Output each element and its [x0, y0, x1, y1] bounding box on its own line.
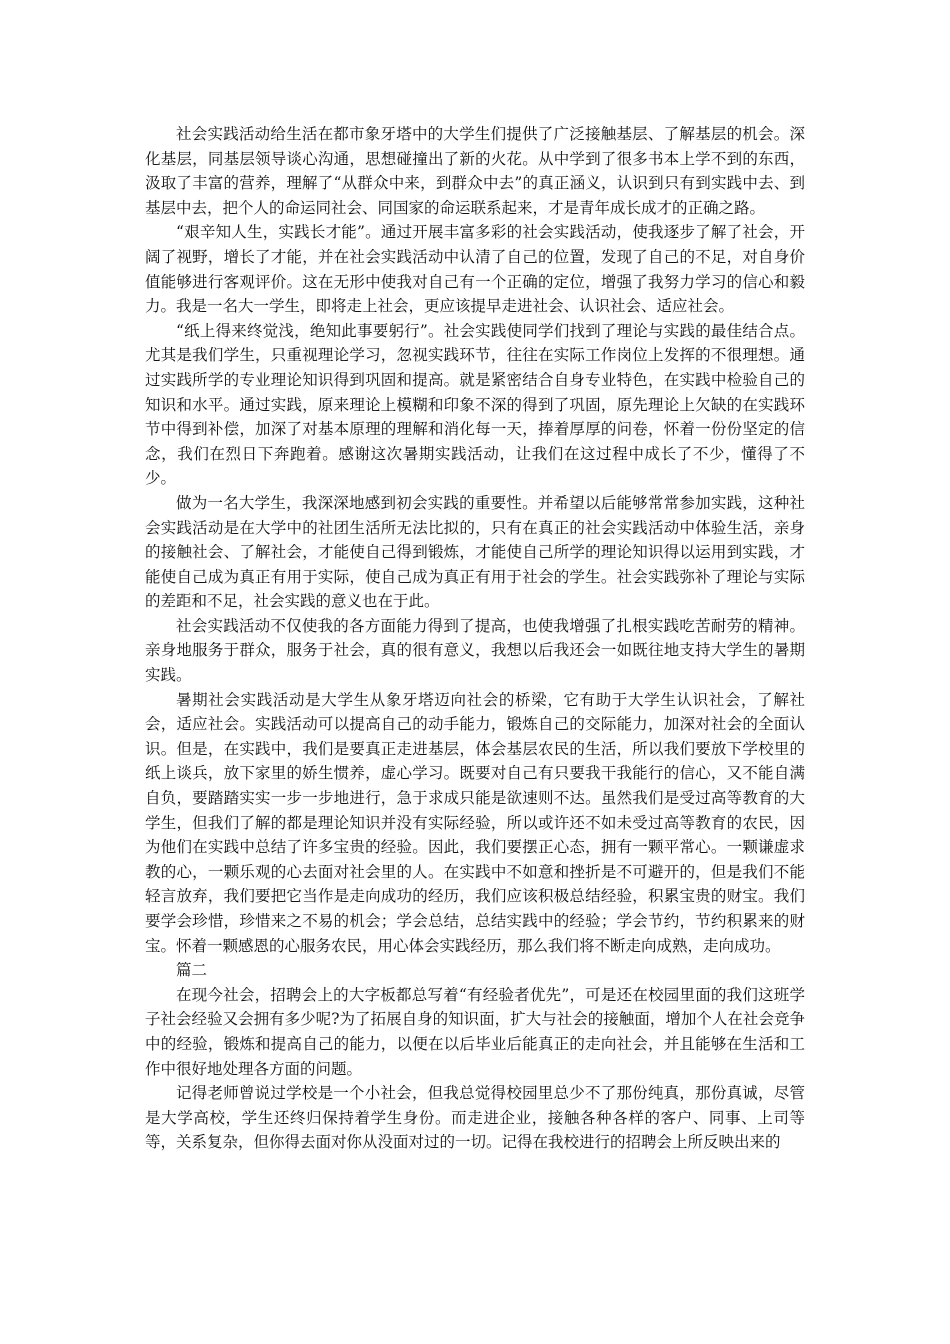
paragraph: 社会实践活动不仅使我的各方面能力得到了提高，也使我增强了扎根实践吃苦耐劳的精神。亲身地服务于群众，服务于社会，真的很有意义，我想以后我还会一如既往地支持大学生的暑期实践。: [145, 616, 805, 685]
paragraph: 记得老师曾说过学校是一个小社会，但我总觉得校园里总少不了那份纯真，那份真诚，尽管是大学高校，学生还终归保持着学生身份。而走进企业，接触各种各样的客户、同事、上司等等，关系复杂，但你得去面对你从没面对过的一切。记得在我校进行的招聘会上所反映出来的: [145, 1084, 805, 1152]
paragraph: 社会实践活动给生活在都市象牙塔中的大学生们提供了广泛接触基层、了解基层的机会。深化基层，同基层领导谈心沟通，思想碰撞出了新的火花。从中学到了很多书本上学不到的东西，汲取了丰富的营养，理解了“从群众中来，到群众中去”的真正涵义，认识到只有到实践中去、到基层中去，把个人的命运同社会、同国家的命运联系起来，才是青年成长成才的正确之路。: [145, 125, 805, 217]
paragraph: “纸上得来终觉浅，绝知此事要躬行”。社会实践使同学们找到了理论与实践的最佳结合点。尤其是我们学生，只重视理论学习，忽视实践环节，往往在实际工作岗位上发挥的不很理想。通过实践所学的专业理论知识得到巩固和提高。就是紧密结合自身专业特色，在实践中检验自己的知识和水平。通过实践，原来理论上模糊和印象不深的得到了巩固，原先理论上欠缺的在实践环节中得到补偿，加深了对基本原理的理解和消化每一天，捧着厚厚的问卷，怀着一份份坚定的信念，我们在烈日下奔跑着。感谢这次暑期实践活动，让我们在这过程中成长了不少，懂得了不少。: [145, 321, 805, 488]
document-body: [145, 122, 805, 1155]
paragraph: 暑期社会实践活动是大学生从象牙塔迈向社会的桥梁，它有助于大学生认识社会，了解社会，适应社会。实践活动可以提高自己的动手能力，锻炼自己的交际能力，加深对社会的全面认识。但是，在实践中，我们是要真正走进基层，体会基层农民的生活，所以我们要放下学校里的纸上谈兵，放下家里的娇生惯养，虚心学习。既要对自己有只要我干我能行的信心，又不能自满自负，要踏踏实实一步一步地进行，急于求成只能是欲速则不达。虽然我们是受过高等教育的大学生，但我们了解的都是理论知识并没有实际经验，所以或许还不如未受过高等教育的农民，因为他们在实践中总结了许多宝贵的经验。因此，我们要摆正心态，拥有一颗平常心。一颗谦虚求教的心，一颗乐观的心去面对社会里的人。在实践中不如意和挫折是不可避开的，但是我们不能轻言放弃，我们要把它当作是走向成功的经历，我们应该积极总结经验，积累宝贵的财宝。我们要学会珍惜，珍惜来之不易的机会；学会总结，总结实践中的经验；学会节约，节约积累来的财宝。怀着一颗感恩的心服务农民，用心体会实践经历，那么我们将不断走向成熟，走向成功。: [145, 690, 805, 955]
paragraph: 做为一名大学生，我深深地感到初会实践的重要性。并希望以后能够常常参加实践，这种社会实践活动是在大学中的社团生活所无法比拟的，只有在真正的社会实践活动中体验生活，亲身的接触社会、了解社会，才能使自己得到锻炼，才能使自己所学的理论知识得以运用到实践，才能使自己成为真正有用于实际，使自己成为真正有用于社会的学生。社会实践弥补了理论与实际的差距和不足，社会实践的意义也在于此。: [145, 493, 805, 611]
paragraph: “艰辛知人生，实践长才能”。通过开展丰富多彩的社会实践活动，使我逐步了解了社会，开阔了视野，增长了才能，并在社会实践活动中认清了自己的位置，发现了自己的不足，对自身价值能够进行客观评价。这在无形中使我对自己有一个正确的定位，增强了我努力学习的信心和毅力。我是一名大一学生，即将走上社会，更应该提早走进社会、认识社会、适应社会。: [145, 223, 805, 316]
paragraph: 在现今社会，招聘会上的大字板都总写着“有经验者优先”，可是还在校园里面的我们这班学子社会经验又会拥有多少呢?为了拓展自身的知识面，扩大与社会的接触面，增加个人在社会竞争中的经验，锻炼和提高自己的能力，以便在以后毕业后能真正的走向社会，并且能够在生活和工作中很好地处理各方面的问题。: [145, 985, 805, 1078]
section-heading: 篇二: [176, 961, 208, 980]
